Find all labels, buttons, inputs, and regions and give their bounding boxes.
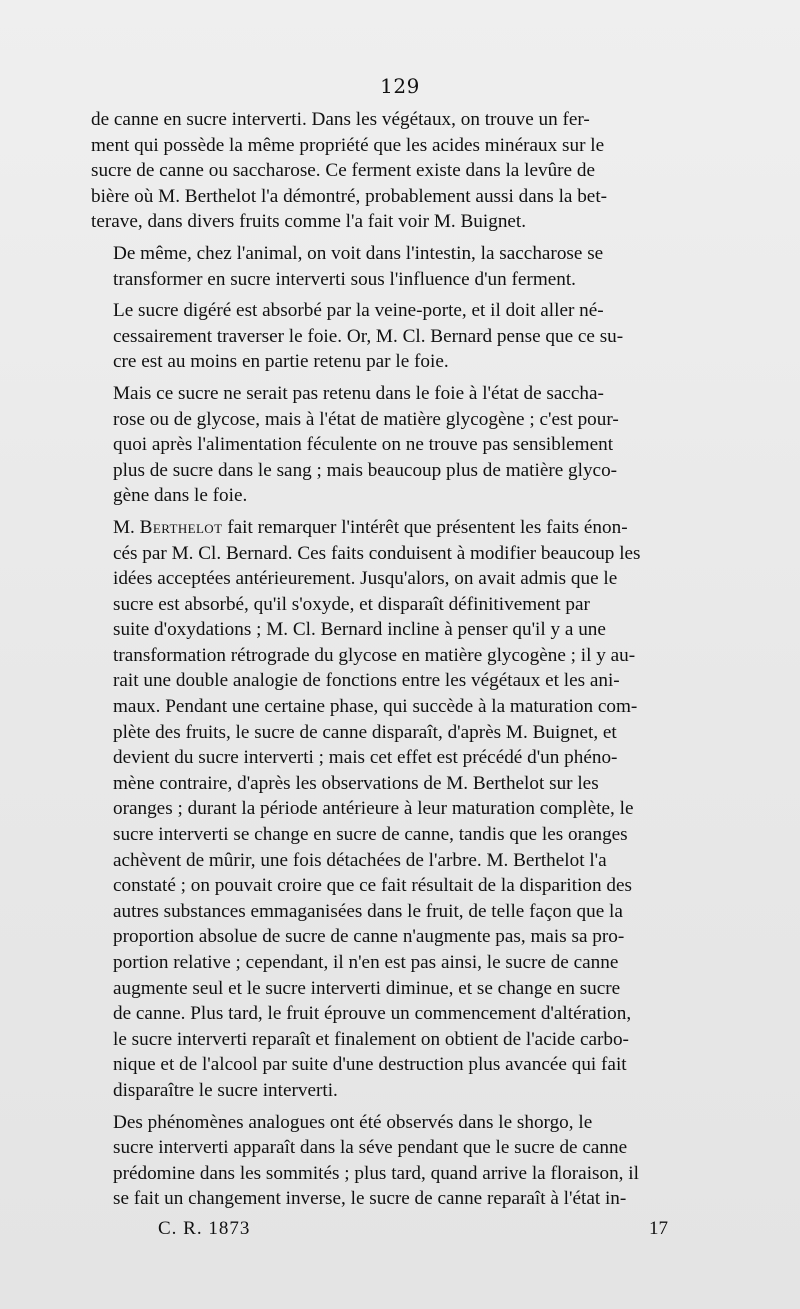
text-line: maux. Pendant une certaine phase, qui succède à la maturation com- [113,696,638,718]
text-line: bière où M. Berthelot l'a démontré, probablement aussi dans la bet- [91,185,608,207]
paragraph-3 [91,298,741,375]
text-line: autres substances emmaganisées dans le fruit, de telle façon que la [113,900,623,922]
paragraph-2 [91,241,741,292]
text-line: de canne. Plus tard, le fruit éprouve un commencement d'altération, [113,1003,632,1025]
text-line: plus de sucre dans le sang ; mais beaucoup plus de matière glyco- [113,459,618,481]
text-line: quoi après l'alimentation féculente on ne trouve pas sensiblement [113,434,614,456]
text-line: augmente seul et le sucre interverti diminue, et se change en sucre [113,977,621,999]
text-line: achèvent de mûrir, une fois détachées de l'arbre. M. Berthelot l'a [113,849,607,871]
text-line: cessairement traverser le foie. Or, M. Cl. Bernard pense que ce su- [113,325,624,347]
paragraph-5 [91,515,741,1104]
text-line: sucre interverti se change en sucre de canne, tandis que les oranges [113,824,628,846]
paragraph-4 [91,381,741,509]
text-line: ment qui possède la même propriété que les acides minéraux sur le [91,134,605,156]
paragraph-6 [91,1110,741,1212]
text-line: disparaître le sucre interverti. [113,1079,338,1101]
text-line: transformer en sucre interverti sous l'influence d'un ferment. [113,268,576,290]
text-line: oranges ; durant la période antérieure à leur maturation complète, le [113,798,634,820]
text-line: sucre interverti apparaît dans la séve pendant que le sucre de canne [113,1137,628,1159]
text-line: sucre est absorbé, qu'il s'oxyde, et disparaît définitivement par [113,593,590,615]
text-line: constaté ; on pouvait croire que ce fait résultait de la disparition des [113,875,632,897]
speaker-name: Berthelot [139,516,223,538]
text-line: gène dans le foie. [113,485,248,507]
text-line: rose ou de glycose, mais à l'état de matière glycogène ; c'est pour- [113,408,619,430]
text-line: se fait un changement inverse, le sucre de canne reparaît à l'état in- [113,1188,627,1210]
body-text [91,107,741,1218]
text-line: de canne en sucre interverti. Dans les végétaux, on trouve un fer- [91,109,590,130]
text-line: terave, dans divers fruits comme l'a fait voir M. Buignet. [91,211,527,233]
text-line: le sucre interverti reparaît et finalement on obtient de l'acide carbo- [113,1028,629,1050]
speaker-prefix: M. [113,516,140,538]
text-line: mène contraire, d'après les observations de M. Berthelot sur les [113,772,599,794]
text-line: suite d'oxydations ; M. Cl. Bernard incline à penser qu'il y a une [113,619,606,641]
text-line: Mais ce sucre ne serait pas retenu dans le foie à l'état de saccha- [113,382,604,404]
text-line: devient du sucre interverti ; mais cet effet est précédé d'un phéno- [113,747,618,769]
text-line: rait une double analogie de fonctions entre les végétaux et les ani- [113,670,620,692]
text-line: cre est au moins en partie retenu par le foie. [113,351,449,373]
text-line: nique et de l'alcool par suite d'une destruction plus avancée qui fait [113,1054,627,1076]
text-line: transformation rétrograde du glycose en matière glycogène ; il y au- [113,644,636,666]
footer-citation: C. R. 1873 [158,1218,251,1239]
page-number: 129 [380,74,420,98]
text-line: proportion absolue de sucre de canne n'augmente pas, mais sa pro- [113,926,625,948]
text-line-with-speaker [91,515,741,541]
text-line: portion relative ; cependant, il n'en est pas ainsi, le sucre de canne [113,952,619,973]
text-line: Des phénomènes analogues ont été observés dans le shorgo, le [113,1111,593,1133]
text-line: plète des fruits, le sucre de canne disparaît, d'après M. Buignet, et [113,721,617,743]
text-line: De même, chez l'animal, on voit dans l'intestin, la saccharose se [113,242,604,264]
text-line: idées acceptées antérieurement. Jusqu'alors, on avait admis que le [113,568,618,590]
text-line-content: fait remarquer l'intérêt que présentent les faits énon- [222,516,628,538]
text-line: prédomine dans les sommités ; plus tard, quand arrive la floraison, il [113,1162,639,1184]
footer-signature-number: 17 [649,1218,668,1239]
text-line: Le sucre digéré est absorbé par la veine-porte, et il doit aller né- [113,300,604,322]
text-line: sucre de canne ou saccharose. Ce ferment existe dans la levûre de [91,160,595,182]
paragraph-1 [91,107,741,235]
text-line: cés par M. Cl. Bernard. Ces faits conduisent à modifier beaucoup les [113,542,641,564]
